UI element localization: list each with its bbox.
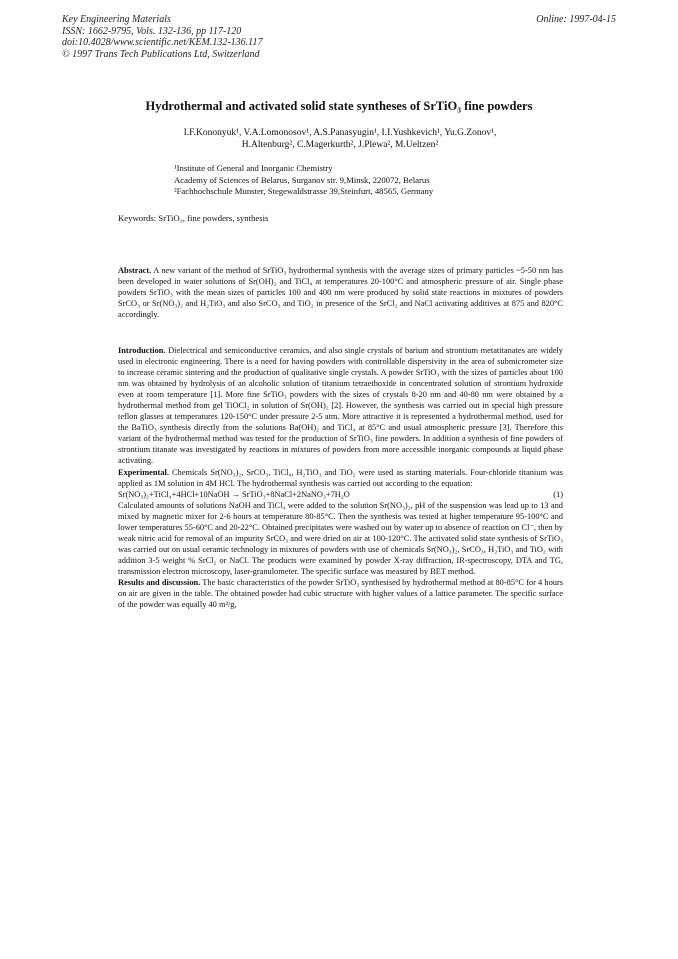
copyright-line: © 1997 Trans Tech Publications Ltd, Switzerland [62, 48, 260, 60]
journal-name: Key Engineering Materials [62, 14, 171, 25]
online-date: Online: 1997-04-15 [536, 14, 616, 25]
affiliation-2: ²Fachhochschule Munster, Stegewaldstrasse 39,Steinfurt, 48565, Germany [174, 186, 434, 196]
equation-text: Sr(NO₃)₂+TiCl₄+4HCl+10NaOH → SrTiO₃+8NaCl+2NaNO₃+7H₂O [118, 489, 350, 499]
abstract-section [118, 265, 563, 320]
introduction-paragraph [118, 345, 563, 467]
experimental-paragraph [118, 467, 563, 489]
author-line-1: I.F.Kononyuk¹, V.A.Lomonosov¹, A.S.Panasyugin¹, I.I.Yushkevich¹, Yu.G.Zonov¹, [183, 128, 497, 138]
experimental-heading: Experimental. [118, 467, 169, 477]
results-heading: Results and discussion. [118, 577, 201, 587]
abstract-heading: Abstract. [118, 266, 152, 275]
introduction-text: Dielectrical and semiconductive ceramics, and also single crystals of barium and strontium metatitanates are widely used in electronic engineering. There is a need for having powders with controllable dispersivity in the area of submicrometer size to increase ceramic sintering and the production of qualitative single crystals. A powder SrTiO₃ with the sizes of particles about 100 nm was obtained by hydrolysis of an alcoholic solution of titanium tetraethoxide in concentrated solution of strontium hydroxide even at room temperature [1]. More fine SrTiO₃ powders with the sizes of crystals 8-20 nm and 40-80 nm were obtained by a hydrothermal method from gel TiOCl₂ in solution of Sr(OH)₂ [2]. However, the synthesis was carried out in special high pressure teflon glasses at temperatures 120-150°C under pressure 2-5 atm. More attractive it is represented a hydrothermal method, used for the BaTiO₃ synthesis directly from the solutions Ba(OH)₂ and TiCl₄ at 85°C and usual atmospheric pressure [3]. Therefore this variant of the hydrothermal method was tested for the production of SrTiO₃ fine powders. In addition a synthesis of fine powders of strontium titanate was investigated by reactions in mixtures of powders from more accessible inorganic compounds at liquid phase activating. [118, 346, 563, 466]
experimental-text: Chemicals Sr(NO₃)₂, SrCO₃, TiCl₄, H₂TiO₃ and TiO₂ were used as starting materials. Four-chloride titanium was applied as 1M solution in 4M HCl. The hydrothermal synthesis was carried out according to the equation: [118, 467, 563, 488]
author-line-2: H.Altenburg², C.Magerkurth², J.Plewa², M.Ueltzen² [241, 140, 439, 150]
introduction-heading: Introduction. [118, 346, 166, 355]
results-paragraph [118, 577, 563, 610]
author-list [90, 127, 590, 151]
doi-line: doi:10.4028/www.scientific.net/KEM.132-136.117 [62, 37, 263, 48]
main-text [118, 345, 563, 610]
results-text: The basic characteristics of the powder SrTiO₃ synthesised by hydrothermal method at 80-85°C for 4 hours on air are given in the table. The obtained powder had cubic structure with higher values of a lattice parameter. The specific surface of the powder was equally 40 m²/g, [118, 577, 563, 610]
affiliations [174, 163, 594, 198]
keywords: Keywords: SrTiO₃, fine powders, synthesis [118, 213, 269, 223]
equation-number: (1) [553, 489, 563, 499]
affiliation-1-address: Academy of Sciences of Belarus, Surganov str. 9,Minsk, 220072, Belarus [174, 174, 430, 185]
issn-line: ISSN: 1662-9795, Vols. 132-136, pp 117-120 [62, 25, 242, 37]
equation-1 [118, 489, 563, 500]
affiliation-1-name: ¹Institute of General and Inorganic Chemistry [174, 163, 333, 173]
journal-header [62, 14, 262, 60]
abstract-text: A new variant of the method of SrTiO₃ hydrothermal synthesis with the average sizes of primary particles ~5-50 nm has been developed in water solutions of Sr(OH)₂ and TiCl₄ at temperatures 20-100°C and atmospheric pressure of air. Single phase powders SrTiO₃ with the mean sizes of particles 100 and 400 nm were produced by solid state reactions in mixtures of powders SrCO₃ or Sr(NO₃)₂ and H₂TiO₃ and also SrCO₃ and TiO₂ in presence of the SrCl₂ and NaCl activating additives at 875 and 820°C accordingly. [118, 266, 563, 320]
experimental-paragraph-2: Calculated amounts of solutions NaOH and TiCl₄ were added to the solution Sr(NO₃)₂, pH of the suspension was lead up to 13 and mixed by magnetic mixer for 2-6 hours at temperature 80-85°C. Then the synthesis was tested at higher temperature 95-100°C and lower temperatures 55-60°C and 20-22°C. Obtained precipitates were washed out by water up to absence of reaction on Cl⁻, then by weak nitric acid for removal of an impurity SrCO₃ and were dried on air at 100-120°C. The activated solid state synthesis of SrTiO₃ was carried out on usual ceramic technology in mixtures of powders with use of chemicals Sr(NO₃)₂, SrCO₃, H₂TiO₃ and TiO₂ with addition 3-5 weight % SrCl₂ or NaCl. The products were examined by powder X-ray diffraction, IR-spectroscopy, DTA and TG, transmission electron microscopy, laser-granulometer. The specific surface was measured by BET method. [118, 500, 563, 576]
paper-title: Hydrothermal and activated solid state syntheses of SrTiO₃ fine powders [145, 99, 533, 113]
